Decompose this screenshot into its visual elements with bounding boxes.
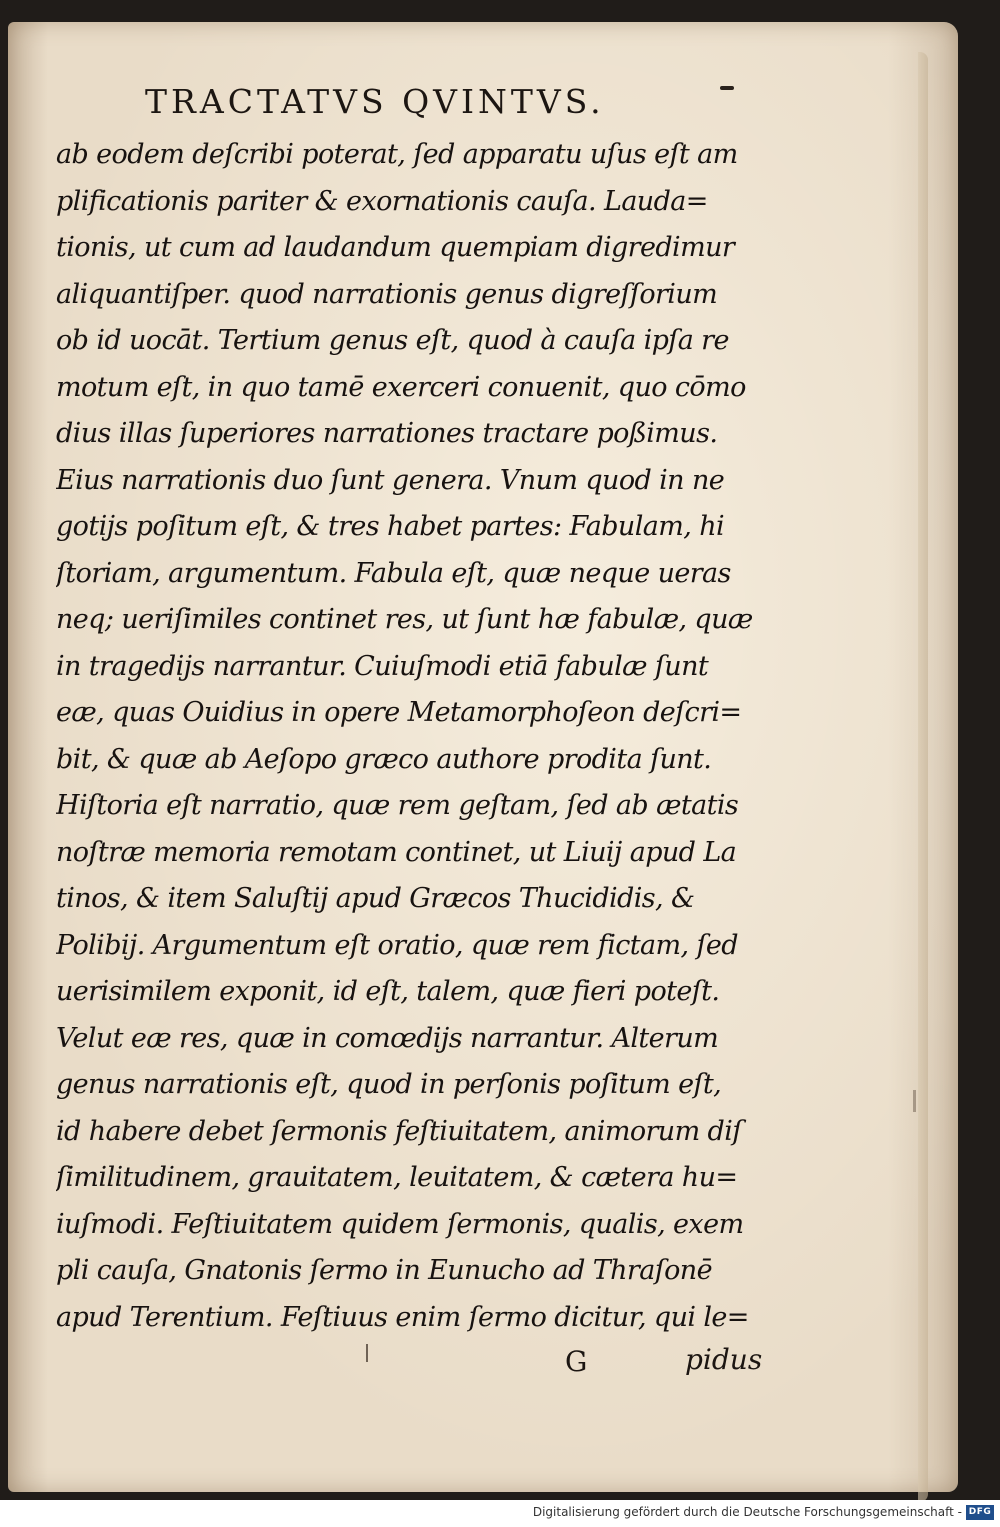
funding-credit: Digitalisierung gefördert durch die Deutsche Forschungsgemeinschaft - <box>532 1505 962 1519</box>
footer-bar <box>0 1500 1000 1527</box>
dfg-logo-icon: DFG <box>966 1505 994 1520</box>
ink-mark <box>720 86 734 90</box>
text-line: motum eſt, in quo tamē exerceri conuenit, quo cōmo <box>56 371 746 403</box>
signature-mark: G <box>565 1345 588 1378</box>
text-line: neq; ueriſimiles continet res, ut ſunt hæ fabulæ, quæ <box>56 604 753 635</box>
text-line: Eius narrationis duo ſunt genera. Vnum quod in ne <box>56 464 725 496</box>
text-line: bit, & quæ ab Aeſopo græco authore prodita ſunt. <box>56 743 712 775</box>
text-line: ob id uocāt. Tertium genus eſt, quod à cauſa ipſa re <box>56 325 729 356</box>
text-line: Velut eæ res, quæ in comœdijs narrantur. Alterum <box>56 1022 719 1054</box>
running-head: TRACTATVS QVINTVS. <box>145 82 605 121</box>
text-line: noſtræ memoria remotam continet, ut Liuij apud La <box>56 836 737 868</box>
text-line: gotijs poſitum eſt, & tres habet partes: Fabulam, hi <box>56 511 725 542</box>
body-text <box>56 132 762 1341</box>
text-line: tinos, & item Saluſtij apud Græcos Thucididis, & <box>56 883 695 914</box>
text-line: plificationis pariter & exornationis cauſa. Lauda= <box>56 185 708 217</box>
text-line: iuſmodi. Feſtiuitatem quidem ſermonis, qualis, exem <box>56 1208 744 1240</box>
text-line: in tragedijs narrantur. Cuiuſmodi etiā fabulæ ſunt <box>56 650 709 682</box>
text-line: pli cauſa, Gnatonis ſermo in Eunucho ad Thraſonē <box>56 1255 712 1286</box>
paper-blemish <box>913 1090 916 1112</box>
text-line: ſtoriam, argumentum. Fabula eſt, quæ neque ueras <box>56 557 731 589</box>
text-line: ab eodem deſcribi poterat, ſed apparatu uſus eſt am <box>56 139 738 170</box>
text-line: ſimilitudinem, grauitatem, leuitatem, & cætera hu= <box>56 1162 738 1193</box>
text-line: Polibij. Argumentum eſt oratio, quæ rem fictam, ſed <box>56 929 738 961</box>
page-edge <box>918 52 928 1502</box>
text-line: id habere debet ſermonis feſtiuitatem, animorum diſ <box>56 1115 742 1147</box>
text-line: uerisimilem exponit, id eſt, talem, quæ fieri poteſt. <box>56 976 720 1007</box>
text-line: Hiſtoria eſt narratio, quæ rem geſtam, ſed ab ætatis <box>56 790 739 821</box>
text-line: aliquantiſper. quod narrationis genus digreſſorium <box>56 278 718 310</box>
text-line: genus narrationis eſt, quod in perſonis poſitum eſt, <box>56 1069 722 1100</box>
text-line: tionis, ut cum ad laudandum quempiam digredimur <box>56 232 735 263</box>
text-line: eæ, quas Ouidius in opere Metamorphoſeon deſcri= <box>56 697 742 728</box>
text-line: dius illas ſuperiores narrationes tractare poßimus. <box>56 418 718 449</box>
catchword: pidus <box>685 1343 763 1376</box>
ink-blemish <box>366 1344 368 1362</box>
text-line: apud Terentium. Feſtiuus enim ſermo dicitur, qui le= <box>56 1301 749 1333</box>
